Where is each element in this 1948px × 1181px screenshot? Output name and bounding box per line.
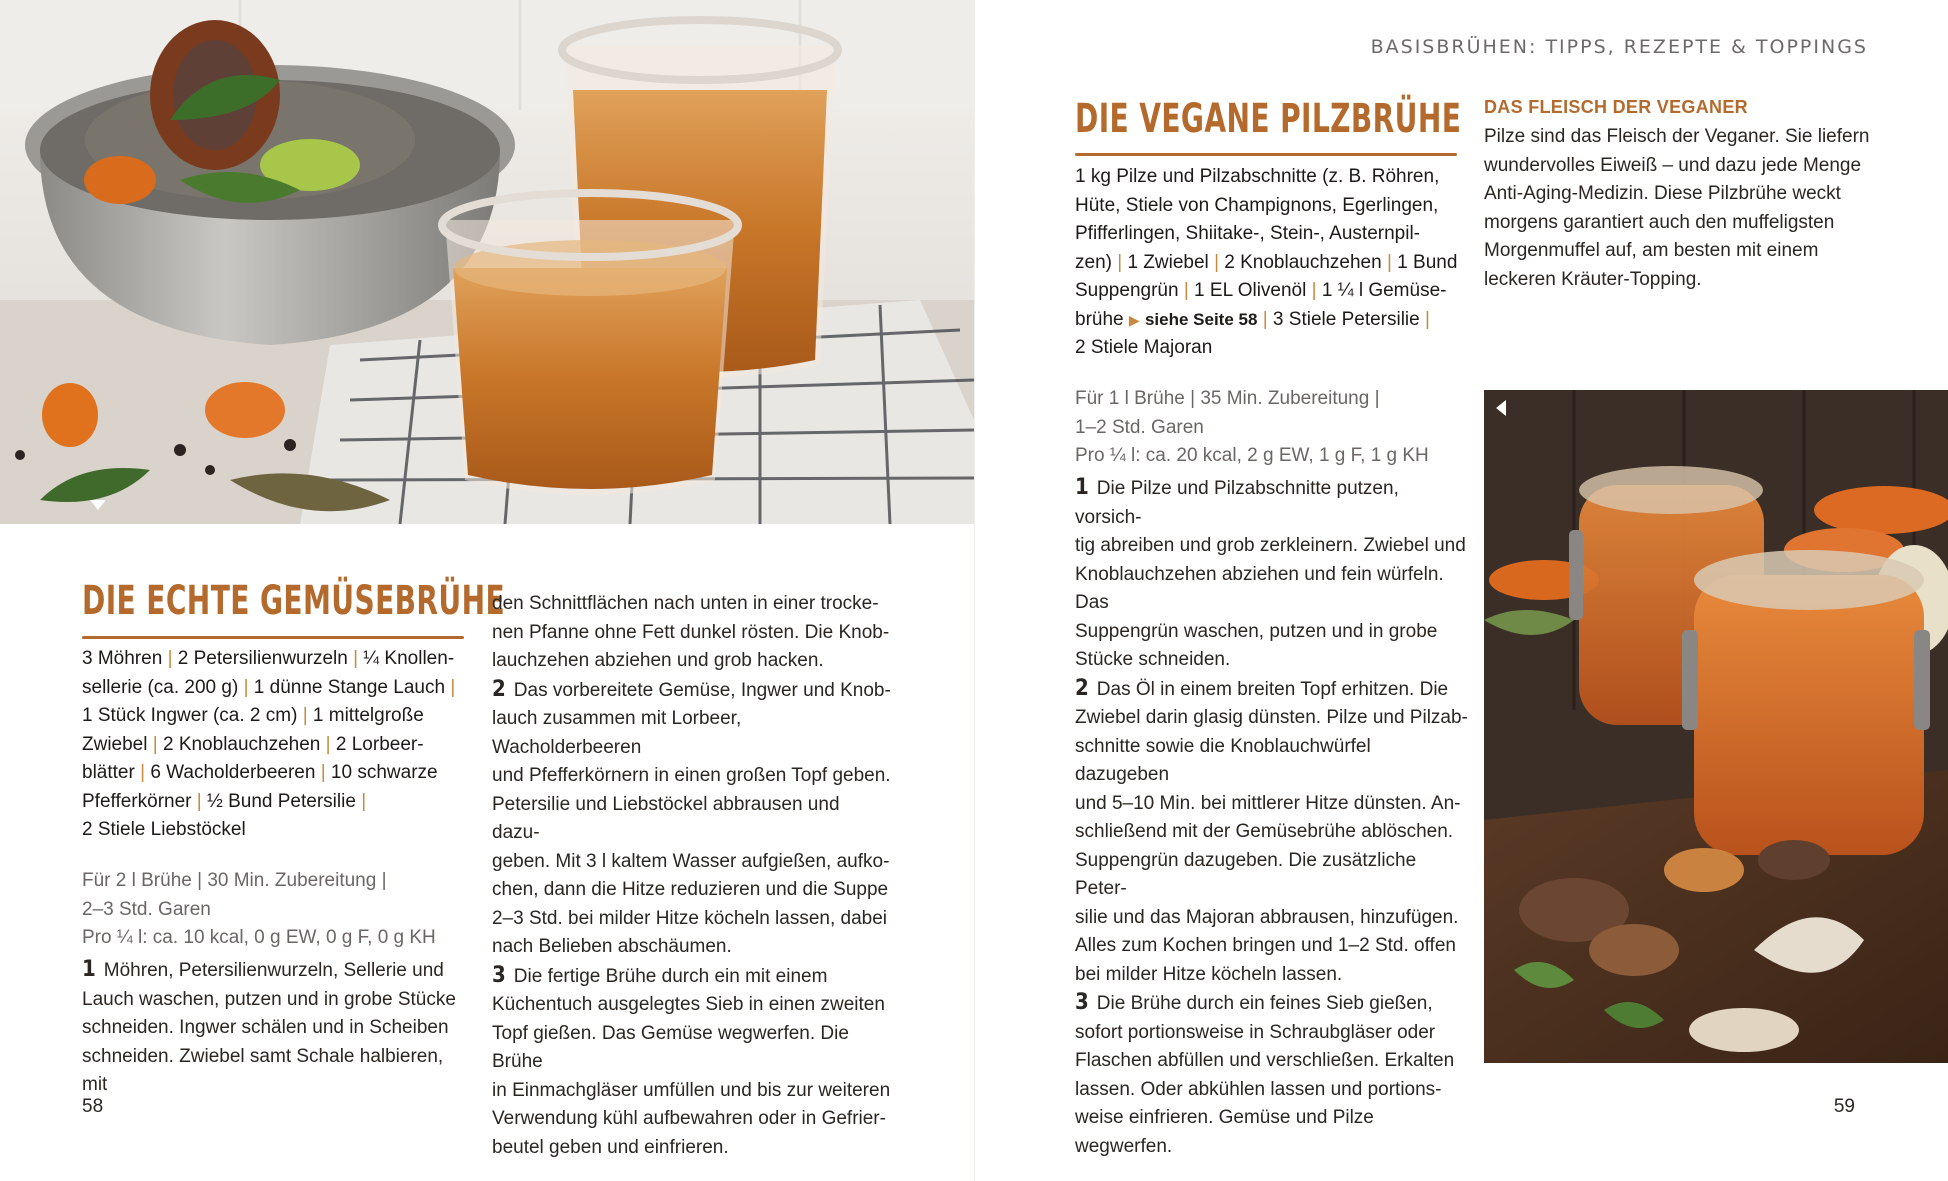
left-step-3: 3 Die fertige Brühe durch ein mit einem xyxy=(492,962,828,988)
ingredient-line: 1 Stück Ingwer (ca. 2 cm) | 1 mittelgroße xyxy=(82,705,424,726)
left-recipe-title: DIE ECHTE GEMÜSEBRÜHE xyxy=(82,578,506,624)
left-column-2: den Schnittflächen nach unten in einer trocke- nen Pfanne ohne Fett dunkel rösten. Die Knob- lauchzehen abziehen und grob hacken. 2 Das vorbereitete Gemüse, Ingwer und Knob- lauch zusammen mit Lorbeer, Wacholderbeeren und Pfefferkörnern in einen großen Topf geben. Petersilie und Liebstöckel abbrausen und dazu- geben. Mit 3 l kaltem Wasser aufgießen, aufko- chen, dann die Hitze reduzieren und die Suppe 2–3 Std. bei milder Hitze köcheln lassen, dabei nach Belieben abschäumen. 3 Die fertige Brühe durch ein mit einem Küchentuch ausgelegtes Sieb in einen zweiten Topf gießen. Das Gemüse wegwerfen. Die Brühe in Einmachgläser umfüllen und bis zur weiteren Verwendung kühl aufbewahren oder in Gefrier- beutel geben und einfrieren. xyxy=(492,593,891,1158)
sidebar-text: Pilze sind das Fleisch der Veganer. Sie liefern wundervolles Eiweiß – und dazu jede Menge Anti-Aging-Medizin. Diese Pilzbrühe weckt morgens garantiert auch den muffeligsten Morgenmuffel auf, am besten mit einem leckeren Kräuter-Topping. xyxy=(1484,126,1870,290)
left-title-rule xyxy=(82,636,464,639)
step-number: 2 xyxy=(1075,675,1089,701)
vegetable-broth-photo xyxy=(0,0,974,524)
right-step-3: 3 Die Brühe durch ein feines Sieb gießen, xyxy=(1075,990,1433,1015)
right-step-1: 1 Die Pilze und Pilzabschnitte putzen, vorsich- xyxy=(1075,475,1399,528)
step-number: 3 xyxy=(1075,990,1089,1015)
ingredient-line: brühe ▶ siehe Seite 58 | 3 Stiele Petersilie | xyxy=(1075,308,1430,330)
running-head: BASISBRÜHEN: TIPPS, REZEPTE & TOPPINGS xyxy=(1370,36,1868,58)
meta-line: Pro ¼ l: ca. 20 kcal, 2 g EW, 1 g F, 1 g KH xyxy=(1075,445,1429,466)
right-steps: 1 Die Pilze und Pilzabschnitte putzen, vorsich- tig abreiben und grob zerkleinern. Zwiebel und Knoblauchzehen abziehen und fein würfeln. Das Suppengrün waschen, putzen und in grobe Stücke schneiden. 2 Das Öl in einem breiten Topf erhitzen. Die Zwiebel darin glasig dünsten. Pilze und Pilzab- schnitte sowie die Knoblauchwürfel dazugeben und 5–10 Min. bei mittlerer Hitze dünsten. An- schließend mit der Gemüsebrühe ablöschen. Suppengrün dazugeben. Die zusätzliche Peter- silie und das Majoran abbrausen, hinzufügen. Alles zum Kochen bringen und 1–2 Std. offen bei milder Hitze köcheln lassen. 3 Die Brühe durch ein feines Sieb gießen, sofort portionsweise in Schraubgläser oder Flaschen abfüllen und verschließen. Erkalten lassen. Oder abkühlen lassen und portions- weise einfrieren. Gemüse und Pilze wegwerfen. xyxy=(1075,474,1470,1161)
step-number: 3 xyxy=(492,962,506,988)
ingredient-line: sellerie (ca. 200 g) | 1 dünne Stange Lauch | xyxy=(82,676,456,698)
photo-marker-down-icon xyxy=(90,500,106,512)
ingredient-line: Suppengrün | 1 EL Olivenöl | 1 ¼ l Gemüse- xyxy=(1075,280,1447,301)
ingredient-line: blätter | 6 Wacholderbeeren | 10 schwarze xyxy=(82,762,438,783)
right-step-2: 2 Das Öl in einem breiten Topf erhitzen. Die xyxy=(1075,675,1449,701)
step-number: 1 xyxy=(1075,475,1089,500)
page-fold xyxy=(974,0,975,1181)
cross-reference-arrow-icon: ▶ xyxy=(1128,311,1140,328)
sidebar-heading: DAS FLEISCH DER VEGANER xyxy=(1484,97,1748,117)
right-ingredients: 1 kg Pilze und Pilzabschnitte (z. B. Röhren, Hüte, Stiele von Champignons, Egerlingen, Pfifferlingen, Shiitake-, Stein-, Austernpil- zen) | 1 Zwiebel | 2 Knoblauchzehen | 1 Bund Suppengrün | 1 EL Olivenöl | 1 ¼ l Gemüse- brühe ▶ siehe Seite 58 | 3 Stiele Petersilie | 2 Stiele Majoran xyxy=(1075,163,1460,363)
right-recipe-title: DIE VEGANE PILZBRÜHE xyxy=(1075,96,1462,142)
ingredient-line: Zwiebel | 2 Knoblauchzehen | 2 Lorbeer- xyxy=(82,733,424,755)
meta-line: 2–3 Std. Garen xyxy=(82,898,211,920)
left-ingredients xyxy=(82,645,462,845)
right-recipe-meta xyxy=(1075,385,1460,471)
step-number: 2 xyxy=(492,676,506,702)
ingredient-line: zen) | 1 Zwiebel | 2 Knoblauchzehen | 1 Bund xyxy=(1075,251,1458,273)
step-number: 1 xyxy=(82,957,96,982)
meta-line: 1–2 Std. Garen xyxy=(1075,416,1204,438)
right-title-rule xyxy=(1075,153,1457,156)
ingredient-line: 2 Stiele Liebstöckel xyxy=(82,819,246,840)
broth-glasses-illustration xyxy=(0,0,974,524)
meta-line: Für 1 l Brühe | 35 Min. Zubereitung | xyxy=(1075,388,1380,409)
photo-marker-left-icon xyxy=(1494,400,1506,416)
meta-line: Für 2 l Brühe | 30 Min. Zubereitung | xyxy=(82,870,387,891)
page-number-right: 59 xyxy=(1833,1096,1855,1117)
page-number-left: 58 xyxy=(82,1096,104,1117)
ingredient-line: 3 Möhren | 2 Petersilienwurzeln | ¼ Knollen- xyxy=(82,648,455,669)
left-recipe-meta xyxy=(82,867,462,953)
mushroom-broth-photo xyxy=(1484,390,1948,1063)
left-step-1: 1 Möhren, Petersilienwurzeln, Sellerie und Lauch waschen, putzen und in grobe Stücke schneiden. Ingwer schälen und in Scheiben schneiden. Zwiebel samt Schale halbieren, mit xyxy=(82,957,456,1095)
ingredient-line: Pfefferkörner | ½ Bund Petersilie | xyxy=(82,790,367,812)
meta-line: Pro ¼ l: ca. 10 kcal, 0 g EW, 0 g F, 0 g KH xyxy=(82,927,436,948)
mushroom-jars-illustration xyxy=(1484,390,1948,1063)
cross-reference-link[interactable]: siehe Seite 58 xyxy=(1144,309,1258,329)
left-step-2: 2 Das vorbereitete Gemüse, Ingwer und Knob- xyxy=(492,676,891,702)
